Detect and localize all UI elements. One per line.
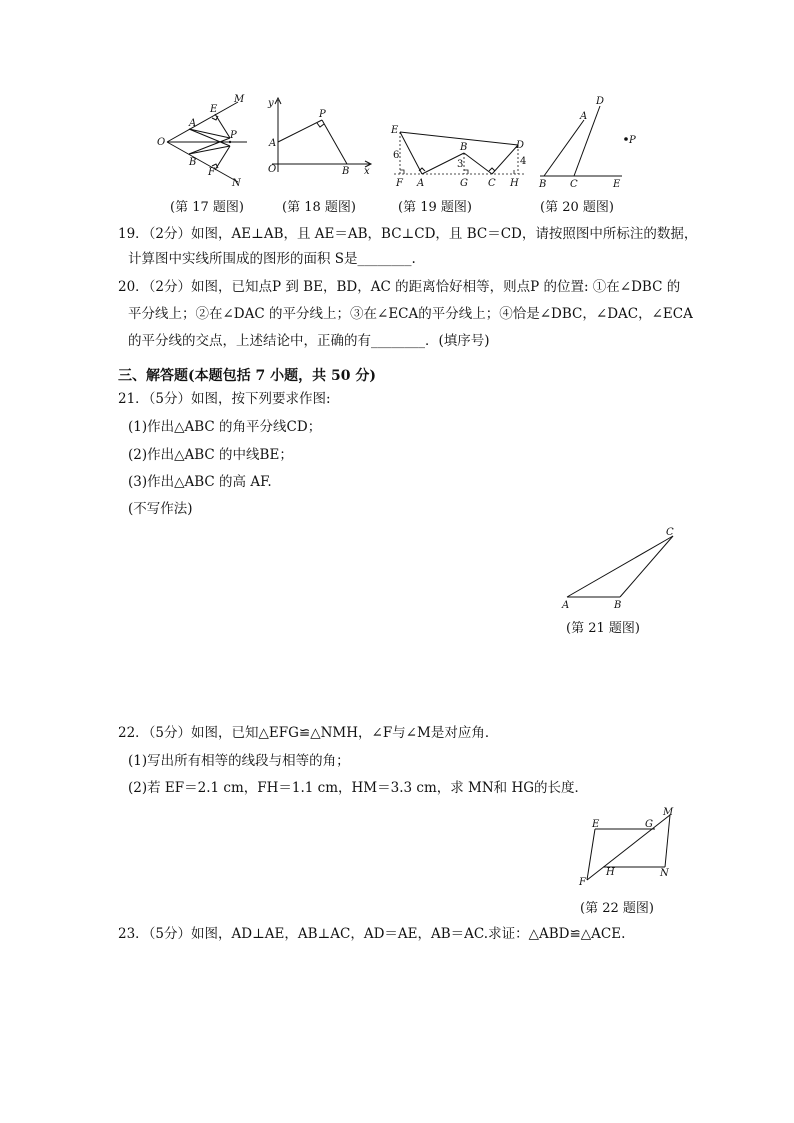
fig20-caption: (第 20 题图) — [540, 200, 614, 215]
fig19-label-A: A — [417, 178, 425, 189]
fig19-label-H: H — [510, 178, 519, 189]
fig19-label-F: F — [396, 178, 403, 189]
q20-line3: 的平分线的交点，上述结论中，正确的有________．(填序号) — [128, 333, 490, 349]
fig22-label-E: E — [592, 819, 600, 830]
fig18-label-A: A — [269, 138, 277, 149]
figure-19 — [388, 120, 533, 192]
q23-line1: 23．（5分）如图，AD⊥AE，AB⊥AC，AD＝AE，AB＝AC.求证：△ABD≌△ACE. — [118, 926, 626, 942]
fig18-label-x: x — [364, 166, 370, 177]
fig18-label-P: P — [319, 109, 326, 120]
q22-item2: (2)若 EF＝2.1 cm，FH＝1.1 cm，HM＝3.3 cm，求 MN和 HG的长度． — [128, 780, 589, 796]
fig17-label-E: E — [210, 104, 218, 115]
fig18-caption: (第 18 题图) — [282, 200, 356, 215]
q21-note: (不写作法) — [128, 501, 193, 517]
fig22-label-M: M — [663, 807, 674, 818]
fig22-label-F: F — [579, 877, 586, 888]
fig17-label-P: P — [230, 130, 237, 141]
q22-item1: (1)写出所有相等的线段与相等的角； — [128, 753, 350, 769]
fig17-label-O: O — [157, 137, 166, 148]
q22-line1: 22．（5分）如图，已知△EFG≌△NMH，∠F与∠M是对应角． — [118, 725, 499, 741]
fig17-label-F: F — [208, 167, 215, 178]
fig18-label-O: O — [268, 164, 277, 175]
q20-line1: 20．（2分）如图，已知点P 到 BE，BD，AC 的距离恰好相等，则点P 的位置: ①在∠DBC 的 — [118, 279, 681, 295]
fig17-label-A: A — [189, 118, 197, 129]
fig18-label-B: B — [342, 166, 350, 177]
fig20-label-A: A — [580, 111, 588, 122]
fig17-label-N: N — [232, 178, 241, 189]
q21-item1: (1)作出△ABC 的角平分线CD； — [128, 419, 322, 435]
fig21-label-A: A — [562, 600, 570, 611]
figure-18 — [262, 92, 374, 182]
fig18-label-y: y — [268, 98, 274, 109]
fig21-caption: (第 21 题图) — [566, 621, 640, 636]
fig20-label-B: B — [539, 179, 547, 190]
q20-line2: 平分线上；②在∠DAC 的平分线上；③在∠ECA的平分线上；④恰是∠DBC，∠DAC，∠ECA — [128, 306, 693, 322]
fig19-num-3: 3 — [457, 159, 464, 170]
fig19-caption: (第 19 题图) — [398, 200, 472, 215]
fig22-label-N: N — [660, 868, 669, 879]
fig19-label-D: D — [516, 140, 525, 151]
fig20-label-C: C — [570, 179, 578, 190]
q21-line1: 21．（5分）如图，按下列要求作图: — [118, 391, 331, 407]
fig17-label-M: M — [234, 94, 245, 105]
fig20-label-D: D — [596, 96, 605, 107]
figure-20 — [534, 92, 644, 192]
fig19-label-B: B — [460, 142, 468, 153]
fig19-label-G: G — [460, 178, 468, 189]
figure-22 — [575, 805, 680, 895]
figure-17 — [150, 92, 250, 192]
fig17-label-B: B — [189, 157, 197, 168]
q21-item2: (2)作出△ABC 的中线BE； — [128, 447, 293, 463]
fig19-num-4: 4 — [520, 156, 527, 167]
fig19-label-E: E — [391, 125, 399, 136]
fig20-label-E: E — [613, 179, 621, 190]
fig19-label-C: C — [488, 178, 496, 189]
fig19-num-6: 6 — [393, 150, 400, 161]
fig22-label-G: G — [645, 819, 653, 830]
fig20-label-P: P — [629, 135, 636, 146]
q19-line1: 19．（2分）如图，AE⊥AB，且 AE＝AB，BC⊥CD，且 BC＝CD，请按照图中所标注的数据， — [118, 226, 698, 242]
section-3-title: 三、解答题(本题包括 7 小题，共 50 分) — [118, 368, 376, 384]
q21-item3: (3)作出△ABC 的高 AF. — [128, 474, 272, 490]
fig22-label-H: H — [606, 867, 615, 878]
fig21-label-C: C — [666, 527, 674, 538]
fig22-caption: (第 22 题图) — [580, 901, 654, 916]
figure-21 — [555, 525, 685, 615]
fig21-label-B: B — [614, 600, 622, 611]
q19-line2: 计算图中实线所围成的图形的面积 S是________. — [128, 251, 416, 267]
fig17-caption: (第 17 题图) — [170, 200, 244, 215]
